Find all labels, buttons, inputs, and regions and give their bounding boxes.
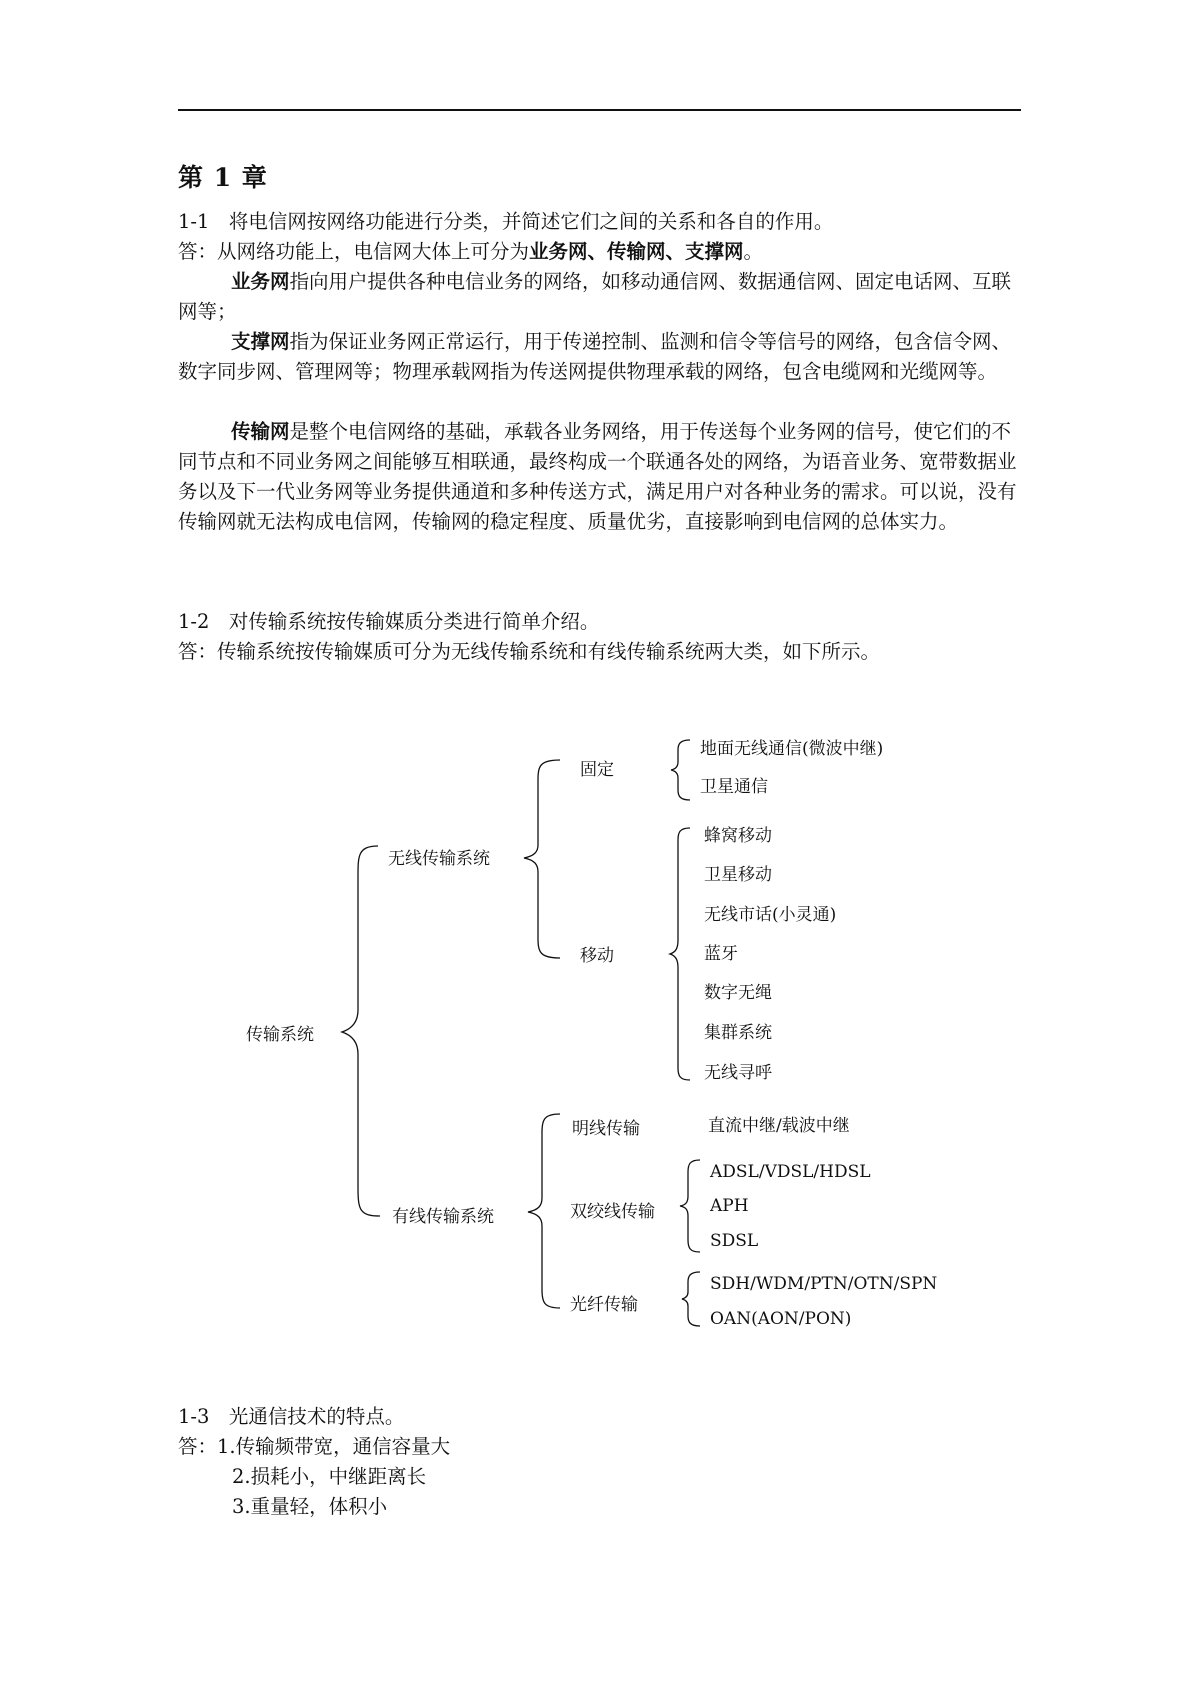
question-1-2: 1-2 对传输系统按传输媒质分类进行简单介绍。 xyxy=(178,610,600,633)
tree-mobile-item: 集群系统 xyxy=(704,1023,772,1043)
tree-open-wire-label: 明线传输 xyxy=(572,1119,640,1139)
tree-mobile-item: 蓝牙 xyxy=(704,944,738,964)
brace-fiber xyxy=(682,1272,700,1326)
tree-mobile-item: 卫星移动 xyxy=(704,865,772,885)
answer-1-2: 答：传输系统按传输媒质可分为无线传输系统和有线传输系统两大类，如下所示。 xyxy=(178,640,881,663)
answer-1-3-item-2: 2.损耗小，中继距离长 xyxy=(232,1465,427,1488)
brace-root xyxy=(342,846,380,1216)
answer-1-1-bold: 业务网、传输网、支撑网 xyxy=(529,240,744,263)
chapter-title: 第 1 章 xyxy=(178,163,268,192)
tree-mobile-item: 蜂窝移动 xyxy=(704,826,772,846)
brace-fixed xyxy=(671,740,690,800)
paragraph-transport-network: 传输网是整个电信网络的基础，承载各业务网络，用于传送每个业务网的信号，使它们的不同节点和不同业务网之间能够互相联通，最终构成一个联通各处的网络，为语音业务、宽带数据业务以及下一代业务网等业务提供通道和多种传送方式，满足用户对各种业务的需求。可以说，没有传输网就无法构成电信网，传输网的稳定程度、质量优劣，直接影响到电信网的总体实力。 xyxy=(178,420,1017,533)
tree-mobile-item: 无线寻呼 xyxy=(704,1063,772,1083)
paragraph-support-network: 支撑网指为保证业务网正常运行，用于传递控制、监测和信令等信号的网络，包含信令网、数字同步网、管理网等；物理承载网指为传送网提供物理承载的网络，包含电缆网和光缆网等。 xyxy=(178,330,1012,383)
question-1-3: 1-3 光通信技术的特点。 xyxy=(178,1405,405,1428)
tree-fiber-item: SDH/WDM/PTN/OTN/SPN xyxy=(710,1274,938,1294)
tree-root-label: 传输系统 xyxy=(246,1025,314,1045)
tree-open-wire-item: 直流中继/载波中继 xyxy=(708,1116,850,1136)
tree-twisted-item: ADSL/VDSL/HDSL xyxy=(710,1162,871,1182)
tree-fixed-item: 地面无线通信(微波中继) xyxy=(700,739,884,759)
answer-1-1-intro: 答：从网络功能上，电信网大体上可分为业务网、传输网、支撑网。 xyxy=(178,240,764,263)
tree-twisted-label: 双绞线传输 xyxy=(570,1202,655,1222)
tree-mobile-label: 移动 xyxy=(580,946,614,966)
tree-twisted-item: APH xyxy=(710,1196,749,1216)
brace-wired xyxy=(528,1114,560,1308)
paragraph-service-network: 业务网指向用户提供各种电信业务的网络，如移动通信网、数据通信网、固定电话网、互联网等； xyxy=(178,270,1012,323)
tree-mobile-item: 无线市话(小灵通) xyxy=(704,905,837,925)
answer-1-3-item-1: 答：1.传输频带宽，通信容量大 xyxy=(178,1435,451,1458)
brace-wireless xyxy=(524,760,560,958)
brace-mobile xyxy=(670,828,690,1080)
brace-twisted xyxy=(680,1160,700,1252)
answer-1-3-item-3: 3.重量轻，体积小 xyxy=(232,1495,388,1518)
tree-fixed-item: 卫星通信 xyxy=(700,777,768,797)
tree-braces xyxy=(342,740,700,1326)
tree-wired-label: 有线传输系统 xyxy=(392,1207,494,1227)
tree-fixed-label: 固定 xyxy=(580,760,614,780)
question-1-1: 1-1 将电信网按网络功能进行分类，并简述它们之间的关系和各自的作用。 xyxy=(178,210,834,233)
tree-fiber-item: OAN(AON/PON) xyxy=(710,1309,852,1329)
tree-wireless-label: 无线传输系统 xyxy=(388,849,490,869)
tree-fiber-label: 光纤传输 xyxy=(570,1295,638,1315)
tree-mobile-item: 数字无绳 xyxy=(704,983,772,1003)
tree-twisted-item: SDSL xyxy=(710,1231,759,1251)
